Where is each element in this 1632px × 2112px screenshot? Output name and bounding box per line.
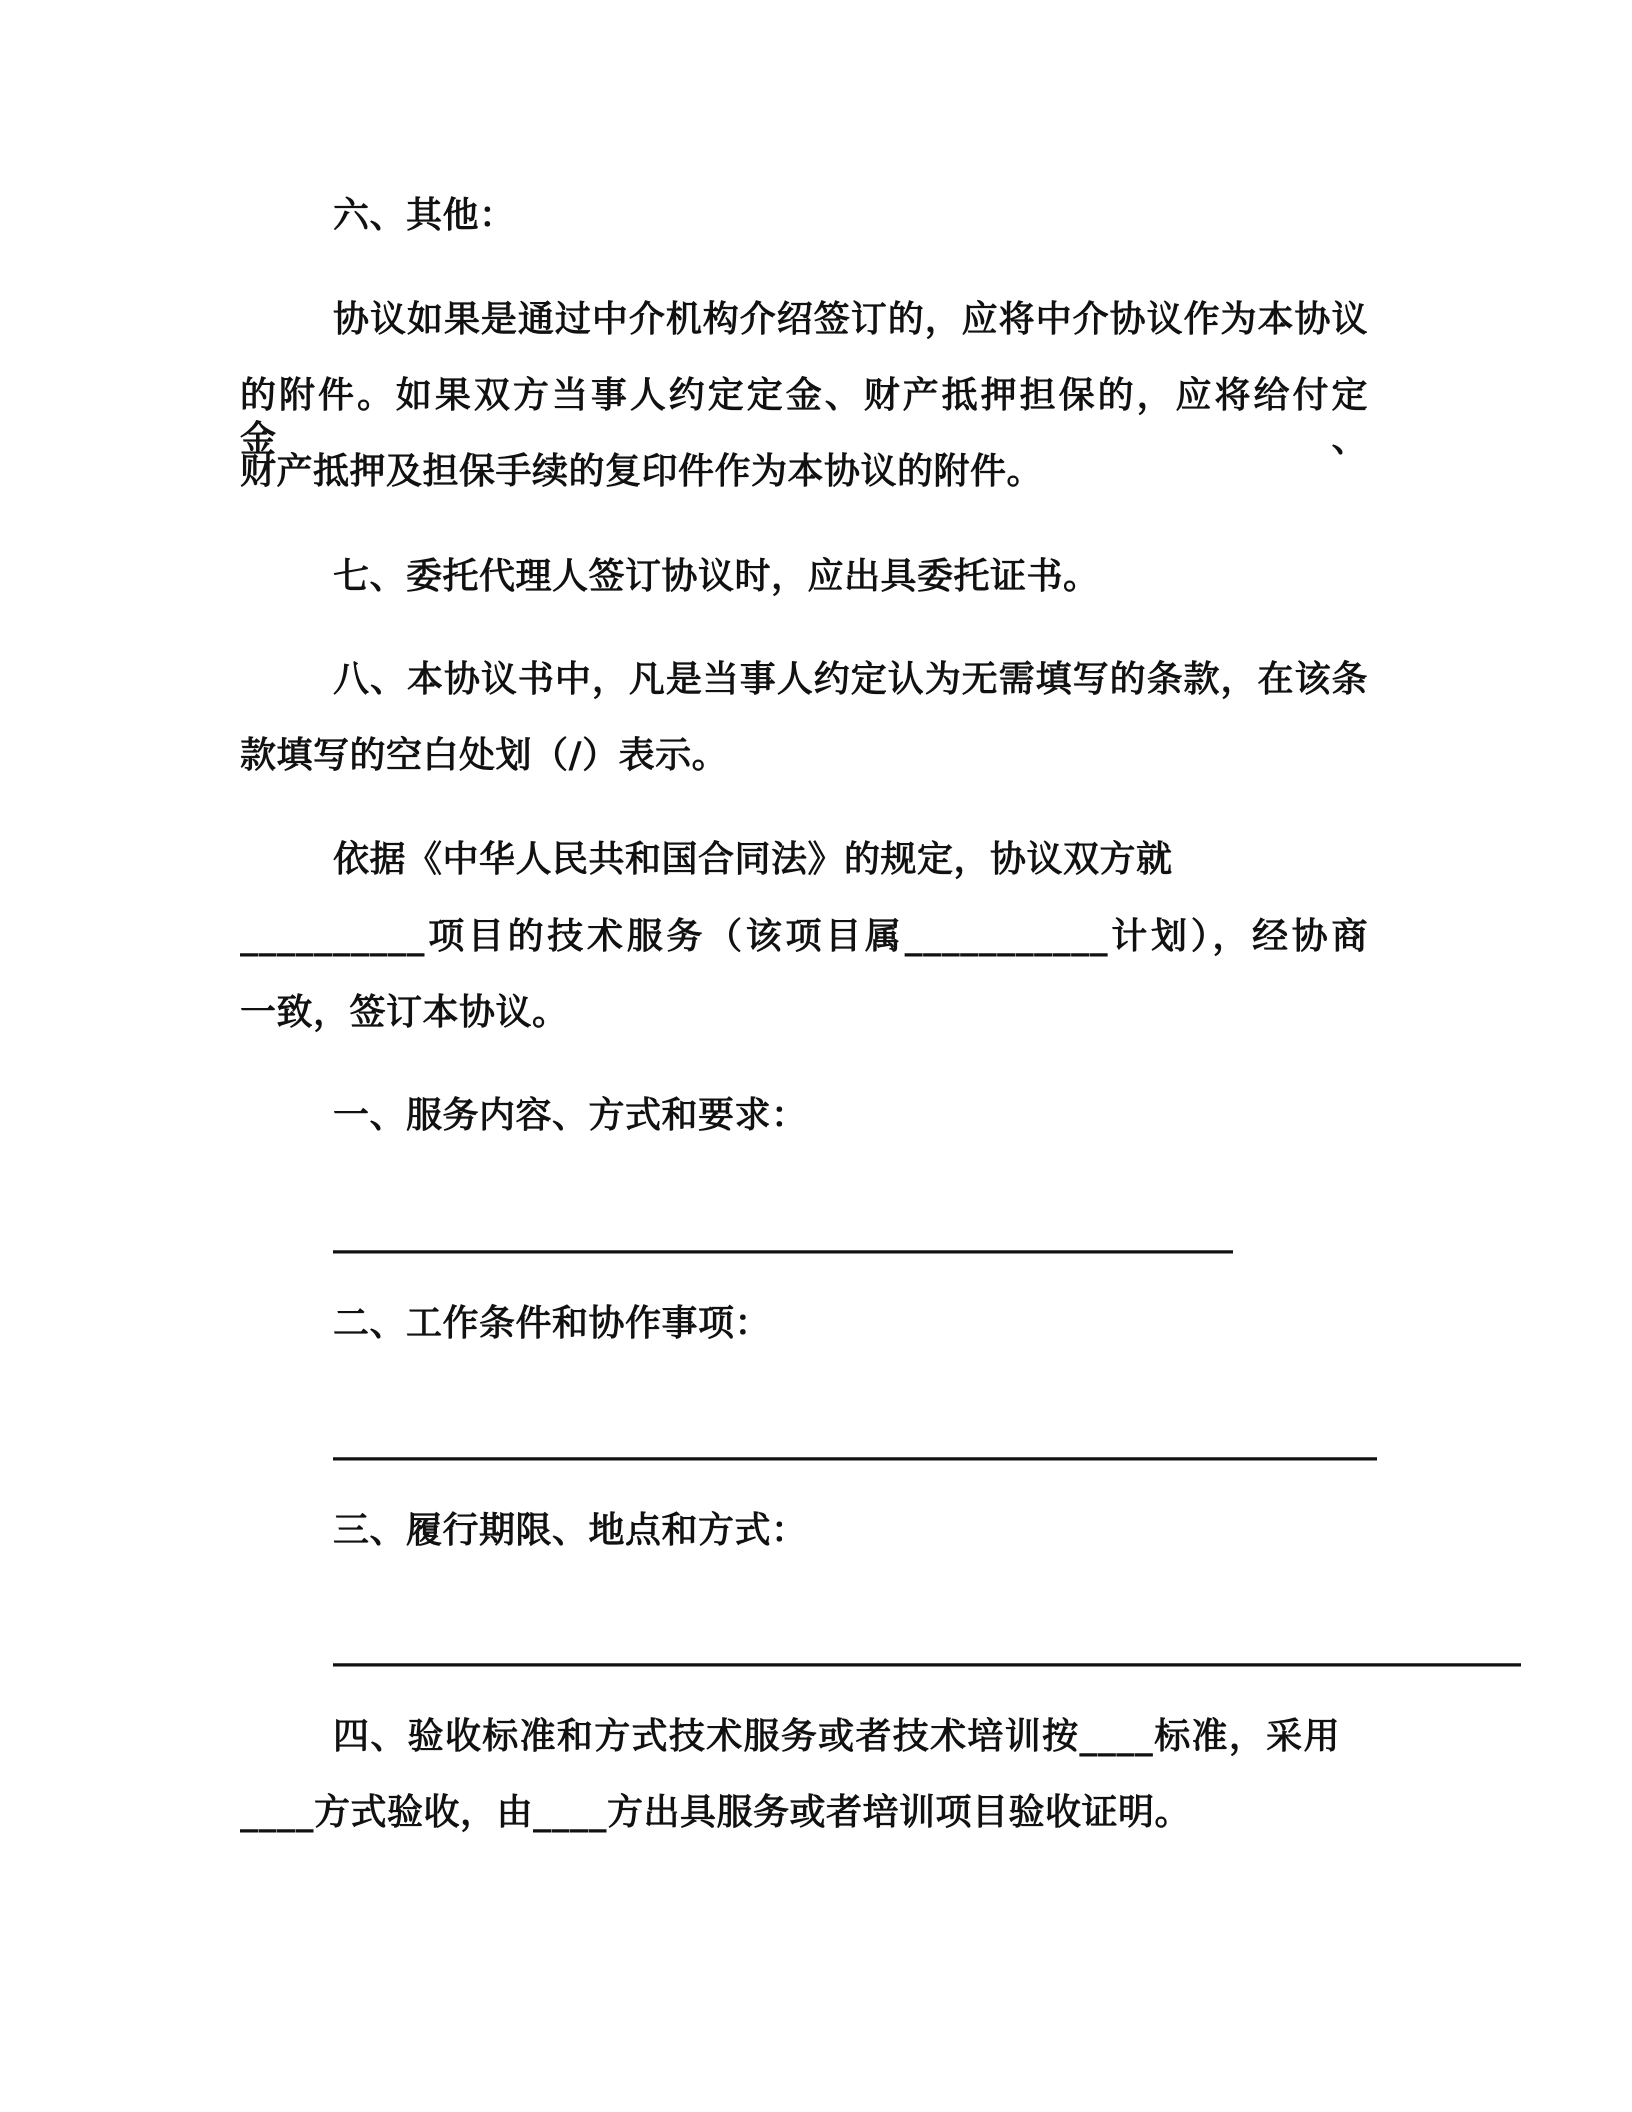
clause-2-blank-line: __________________________________________________________ <box>333 1420 1377 1461</box>
clause-3-heading: 三、履行期限、地点和方式： <box>333 1510 808 1551</box>
clause-1-heading: 一、服务内容、方式和要求： <box>333 1095 808 1136</box>
section-6-line-1: 协议如果是通过中介机构介绍签订的，应将中介协议作为本协议 <box>333 299 1368 340</box>
clause-1-blank-line: __________________________________________________ <box>333 1213 1233 1254</box>
preamble-line-3: 一致，签订本协议。 <box>240 992 569 1033</box>
section-6-line-2: 的附件。如果双方当事人约定定金、财产抵押担保的，应将给付定金、 <box>240 375 1368 460</box>
section-7: 七、委托代理人签订协议时，应出具委托证书。 <box>333 556 1100 597</box>
clause-2-heading: 二、工作条件和协作事项： <box>333 1303 772 1344</box>
section-6-heading: 六、其他： <box>333 195 516 236</box>
clause-3-blank-line: __________________________________________________________________ <box>333 1626 1521 1667</box>
preamble-line-2: __________项目的技术服务（该项目属___________计划），经协商 <box>240 916 1368 957</box>
section-8-line-1: 八、本协议书中，凡是当事人约定认为无需填写的条款，在该条 <box>333 659 1368 700</box>
section-6-line-3: 财产抵押及担保手续的复印件作为本协议的附件。 <box>240 451 1044 492</box>
section-8-line-2: 款填写的空白处划（/）表示。 <box>240 735 729 776</box>
clause-4-line-2: ____方式验收，由____方出具服务或者培训项目验收证明。 <box>240 1792 1192 1833</box>
clause-4-line-1: 四、验收标准和方式技术服务或者技术培训按____标准，采用 <box>333 1716 1340 1757</box>
preamble-line-1: 依据《中华人民共和国合同法》的规定，协议双方就 <box>333 839 1173 880</box>
